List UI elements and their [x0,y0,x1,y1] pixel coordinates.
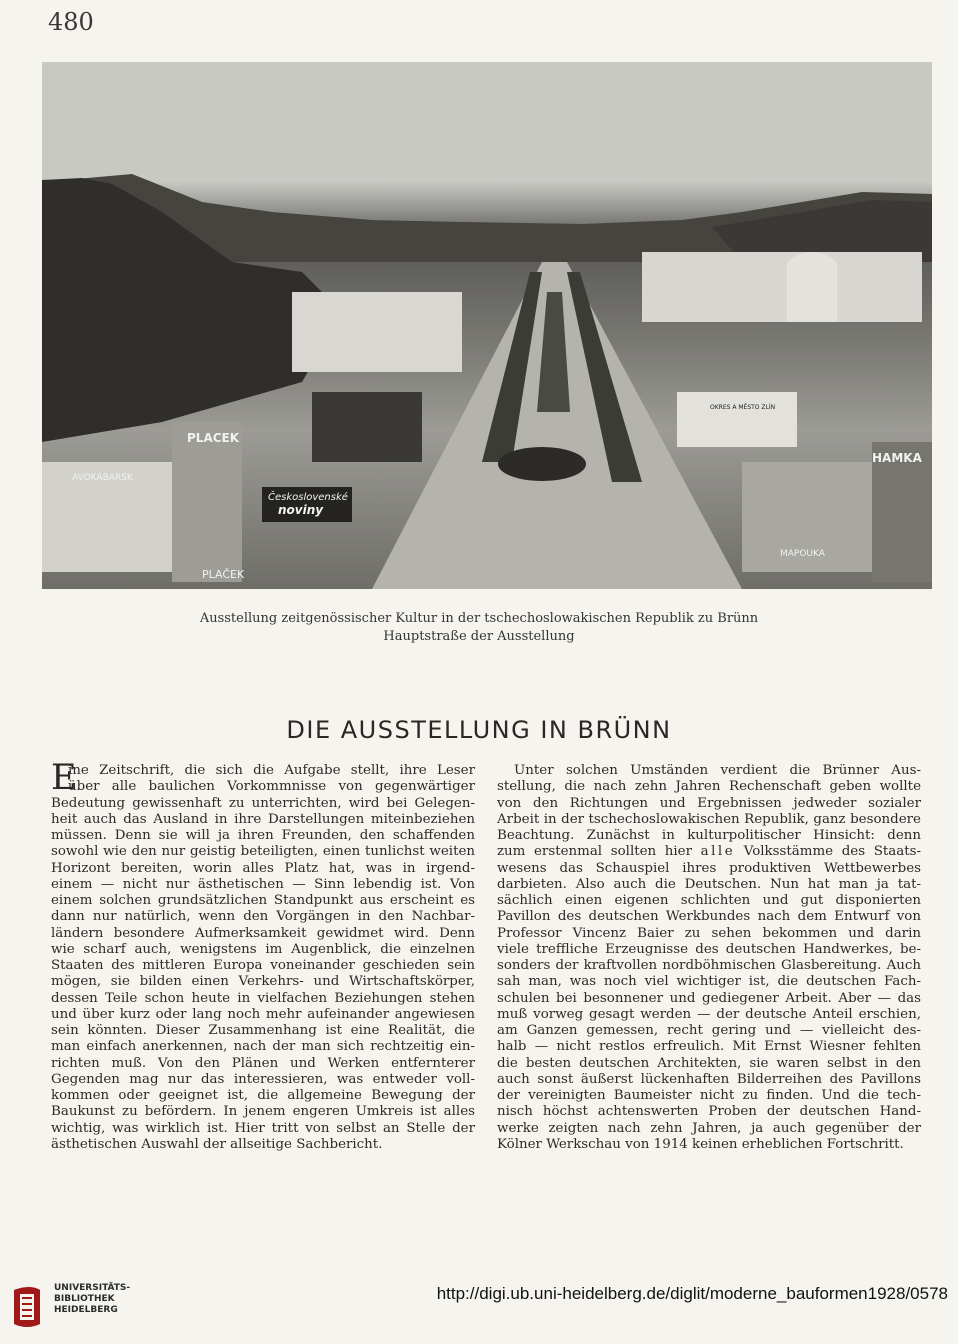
library-logo[interactable] [10,1280,131,1336]
alle-emphasis: alle [700,844,736,860]
text-line: einem — nicht nur ästhetischen — Sinn lebendig ist. Von [51,876,475,892]
dropcap-letter: E [51,758,77,798]
text-line: sowohl wie den nur geistig beteiligten, einen tunlichst weiten [51,844,475,860]
library-name-line3: HEIDELBERG [54,1305,118,1315]
text-line: dessen Teile schon heute in vielfachen Beziehungen stehen [51,990,475,1006]
alle-suffix: Volksstämme des Staats- [735,844,921,860]
text-line: schulen bei besonnener und gediegener Arbeit. Aber — das [497,990,921,1006]
sign-okres-zlin: OKRES A MĚSTO ZLÍN [710,404,776,411]
right-first-line: Unter solchen Umständen verdient die Brünner Aus- [514,763,921,778]
text-line: Staaten des mittleren Europa voneinander geschieden sein [51,958,475,973]
text-line: ländern besondere Aufmerksamkeit gewidmet wird. Denn [51,925,475,941]
text-line: richten muß. Von den Plänen und Werken entfernterer [51,1055,475,1071]
exhibition-photo [42,62,932,589]
text-line: heit auch das Ausland in ihre Darstellungen miteinbeziehen [51,811,475,827]
text-line: wesens das Schauspiel ihres produktiven Wettbewerbes [497,860,921,876]
alle-prefix: zum erstenmal sollten hier [497,844,701,860]
right-column-lines-b [497,861,921,1154]
text-line: am Ganzen gemessen, recht gering und — vielleicht des- [497,1023,921,1038]
first-line-text: ine Zeitschrift, die sich die Aufgabe stellt, ihre Leser [68,763,475,778]
text-line: werke zeigten nach zehn Jahren, ja auch gegenüber der [497,1120,921,1136]
page-number: 480 [48,8,94,36]
library-name [54,1283,130,1316]
right-line-alle [497,844,921,860]
sign-placek-bottom: PLAČEK [202,568,245,581]
text-line: Arbeit in der tschechoslowakischen Republik, ganz besondere [497,811,921,827]
figure-caption-line2: Hauptstraße der Ausstellung [383,629,575,644]
left-column-lines [51,796,475,1154]
text-line: sah man, was noch viel wichtiger ist, die deutschen Fach- [497,974,921,990]
text-line: sein könnten. Dieser Zusammenhang ist eine Realität, die [51,1023,475,1038]
exhibition-photo-drawing [42,62,932,589]
article-column-left [51,758,475,1153]
text-line: viele treffliche Erzeugnisse des deutschen Handwerkes, be- [497,941,921,957]
text-line: stellung, die nach zehn Jahren Rechenschaft geben wollte [497,779,921,795]
sign-avokabarsk: AVOKÁBARSK [72,473,133,483]
text-line: Bedeutung gewissenhaft zu unterrichten, wird bei Gelegen- [51,795,475,811]
right-column-lines-a [497,779,921,844]
sign-noviny-2: noviny [278,503,324,517]
text-line: und über kurz oder lang noch mehr aufeinander angewiesen [51,1006,475,1022]
text-line: wie scharf auch, wenigstens im Augenblick, die einzelnen [51,941,475,957]
text-line: dann nur natürlich, wenn den Vorgängen in den Nachbar- [51,909,475,925]
text-line: ästhetischen Auswahl der allseitige Sachbericht. [51,1136,383,1152]
sign-mapouka: MAPOUKA [780,549,825,559]
text-line: Gegenden mag nur das interessieren, was entweder voll- [51,1071,475,1087]
text-line: wichtig, was wirklich ist. Hier tritt von selbst an Stelle der [51,1120,475,1136]
text-line: halb — nicht restlos erfreulich. Mit Ernst Wiesner fehlten [497,1039,921,1055]
text-line: Beachtung. Zunächst in kulturpolitischer Hinsicht: denn [497,828,921,843]
source-url-link[interactable]: http://digi.ub.uni-heidelberg.de/diglit/moderne_bauformen1928/0578 [436,1284,948,1303]
text-line: darbieten. Also auch die Deutschen. Nun hat man ja tat- [497,876,921,892]
text-line: der vereinigten Baumeister nicht zu finden. Und die tech- [497,1088,921,1103]
text-line: Professor Vincenz Baier zu sehen bekommen und darin [497,925,921,941]
library-seal-icon [10,1284,44,1330]
text-line: Pavillon des deutschen Werkbundes nach dem Entwurf von [497,909,921,925]
text-line: von den Richtungen und Ergebnissen jedweder sozialer [497,795,921,811]
figure-caption-line1: Ausstellung zeitgenössischer Kultur in der tschechoslowakischen Republik zu Brünn [199,611,759,626]
text-line: muß vorweg gesagt werden — der deutsche Anteil erschien, [497,1006,921,1022]
text-line: sächlich einen eigenen schlichten und gut disponierten [497,893,921,908]
text-line: sonders der kraftvollen nordböhmischen Glasbereitung. Auch [497,958,921,973]
paragraph-second-line: über alle baulichen Vorkommnisse von gegenwärtiger [68,779,475,795]
article-title: DIE AUSSTELLUNG IN BRÜNN [286,716,672,744]
text-line: nisch höchst achtenswerten Proben der deutschen Hand- [497,1104,921,1120]
text-line: kommen oder geeignet ist, die allgemeine Bewegung der [51,1088,475,1103]
library-name-line1: UNIVERSITÄTS- [54,1283,131,1293]
text-line: mögen, sie bilden einen Verkehrs- und Wirtschaftskörper, [51,974,475,990]
text-line: die besten deutschen Architekten, sie waren selbst in den [497,1055,921,1071]
library-name-line2: BIBLIOTHEK [54,1294,115,1304]
text-line: Kölner Werkschau von 1914 keinen erheblichen Fortschritt. [497,1136,904,1152]
text-line: man einfach anerkennen, nach der man sich rechtzeitig ein- [51,1039,475,1055]
text-line: Horizont bereiten, worin alles Platz hat, was in irgend- [51,860,475,876]
article-column-right [497,763,921,1153]
sign-noviny-1: Československé [268,492,348,503]
text-line: auch sonst äußerst lückenhaften Bilderreihen des Pavillons [497,1071,921,1087]
sign-placek-tower: PLACEK [187,431,240,445]
text-line: müssen. Denn sie will ja ihren Freunden, den schaffenden [51,828,475,843]
text-line: Baukunst zu befördern. In jenem engeren Umkreis ist alles [51,1104,475,1120]
text-line: einem solchen grundsätzlichen Standpunkt aus erscheint es [51,893,475,908]
sign-hamka: HAMKA [872,451,922,465]
